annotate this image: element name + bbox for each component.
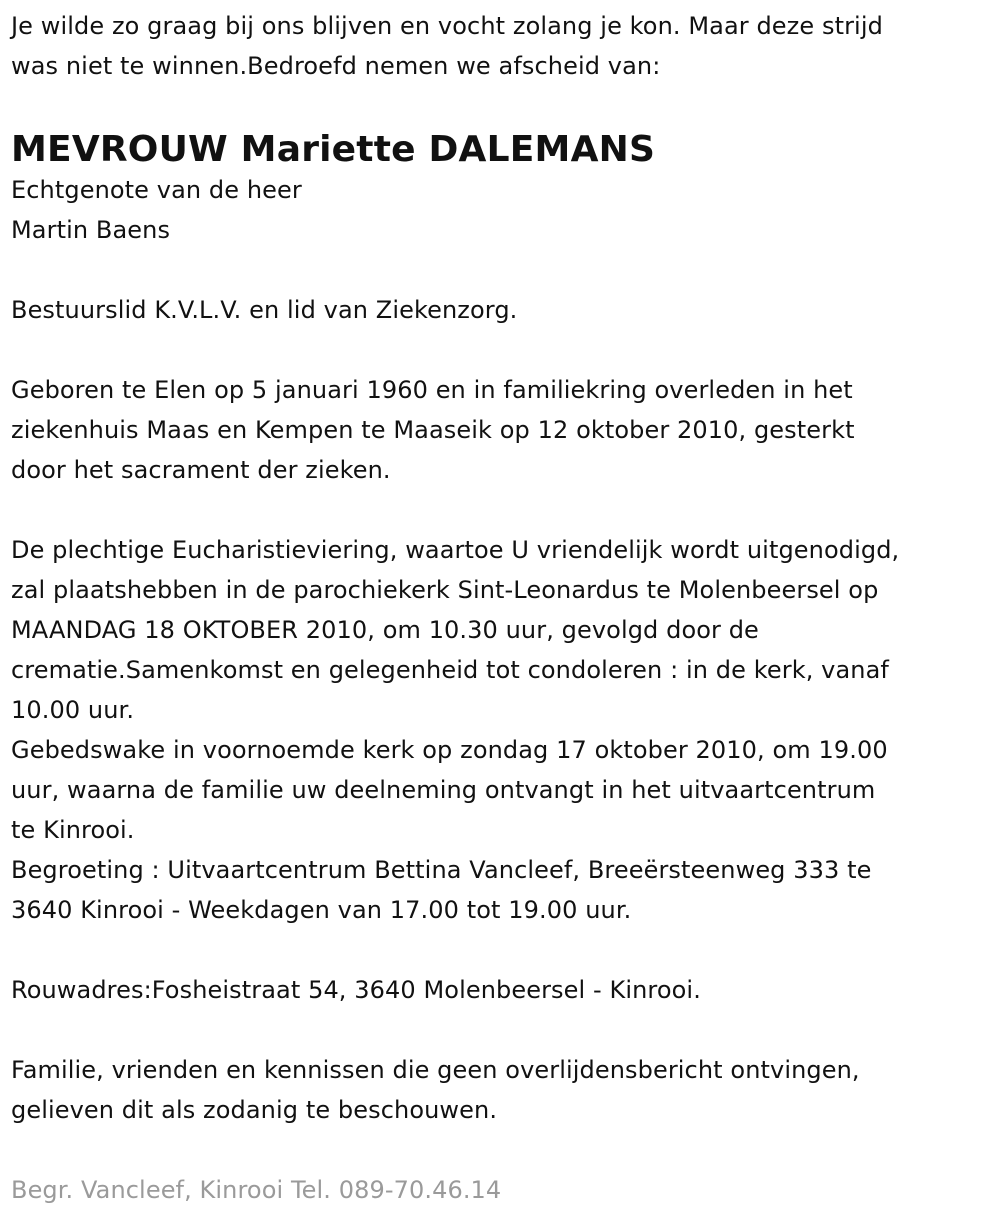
birth-death-line: door het sacrament der zieken. — [11, 456, 391, 484]
greeting-line: Begroeting : Uitvaartcentrum Bettina Vancleef, Breeërsteenweg 333 te — [11, 856, 872, 884]
closing-line: Familie, vrienden en kennissen die geen overlijdensbericht ontvingen, — [11, 1056, 860, 1084]
vigil-line: te Kinrooi. — [11, 816, 135, 844]
mourning-address: Rouwadres:Fosheistraat 54, 3640 Molenbeersel - Kinrooi. — [11, 976, 701, 1004]
ceremony-line: crematie.Samenkomst en gelegenheid tot condoleren : in de kerk, vanaf — [11, 656, 889, 684]
birth-death-line: Geboren te Elen op 5 januari 1960 en in familiekring overleden in het — [11, 376, 853, 404]
greeting-line: 3640 Kinrooi - Weekdagen van 17.00 tot 19.00 uur. — [11, 896, 632, 924]
vigil-line: Gebedswake in voornoemde kerk op zondag 17 oktober 2010, om 19.00 — [11, 736, 888, 764]
spouse-name: Martin Baens — [11, 216, 171, 244]
membership-text: Bestuurslid K.V.L.V. en lid van Ziekenzorg. — [11, 296, 518, 324]
ceremony-line: zal plaatshebben in de parochiekerk Sint-Leonardus te Molenbeersel op — [11, 576, 879, 604]
spacer — [11, 330, 996, 370]
deceased-name: MEVROUW Mariette DALEMANS — [11, 129, 656, 170]
spacer — [11, 250, 996, 290]
spacer — [11, 930, 996, 970]
relation-line: Echtgenote van de heer — [11, 176, 302, 204]
intro-line: Je wilde zo graag bij ons blijven en vocht zolang je kon. Maar deze strijd — [11, 12, 883, 40]
ceremony-line: 10.00 uur. — [11, 696, 135, 724]
funeral-home-footer: Begr. Vancleef, Kinrooi Tel. 089-70.46.14 — [11, 1176, 502, 1204]
spacer — [11, 1010, 996, 1050]
closing-line: gelieven dit als zodanig te beschouwen. — [11, 1096, 498, 1124]
obituary-notice — [11, 6, 996, 1210]
spacer — [11, 86, 996, 128]
birth-death-line: ziekenhuis Maas en Kempen te Maaseik op 12 oktober 2010, gesterkt — [11, 416, 855, 444]
spacer — [11, 1130, 996, 1170]
ceremony-line: De plechtige Eucharistieviering, waartoe U vriendelijk wordt uitgenodigd, — [11, 536, 900, 564]
vigil-line: uur, waarna de familie uw deelneming ontvangt in het uitvaartcentrum — [11, 776, 876, 804]
intro-line: was niet te winnen.Bedroefd nemen we afscheid van: — [11, 52, 661, 80]
ceremony-line: MAANDAG 18 OKTOBER 2010, om 10.30 uur, gevolgd door de — [11, 616, 759, 644]
spacer — [11, 490, 996, 530]
